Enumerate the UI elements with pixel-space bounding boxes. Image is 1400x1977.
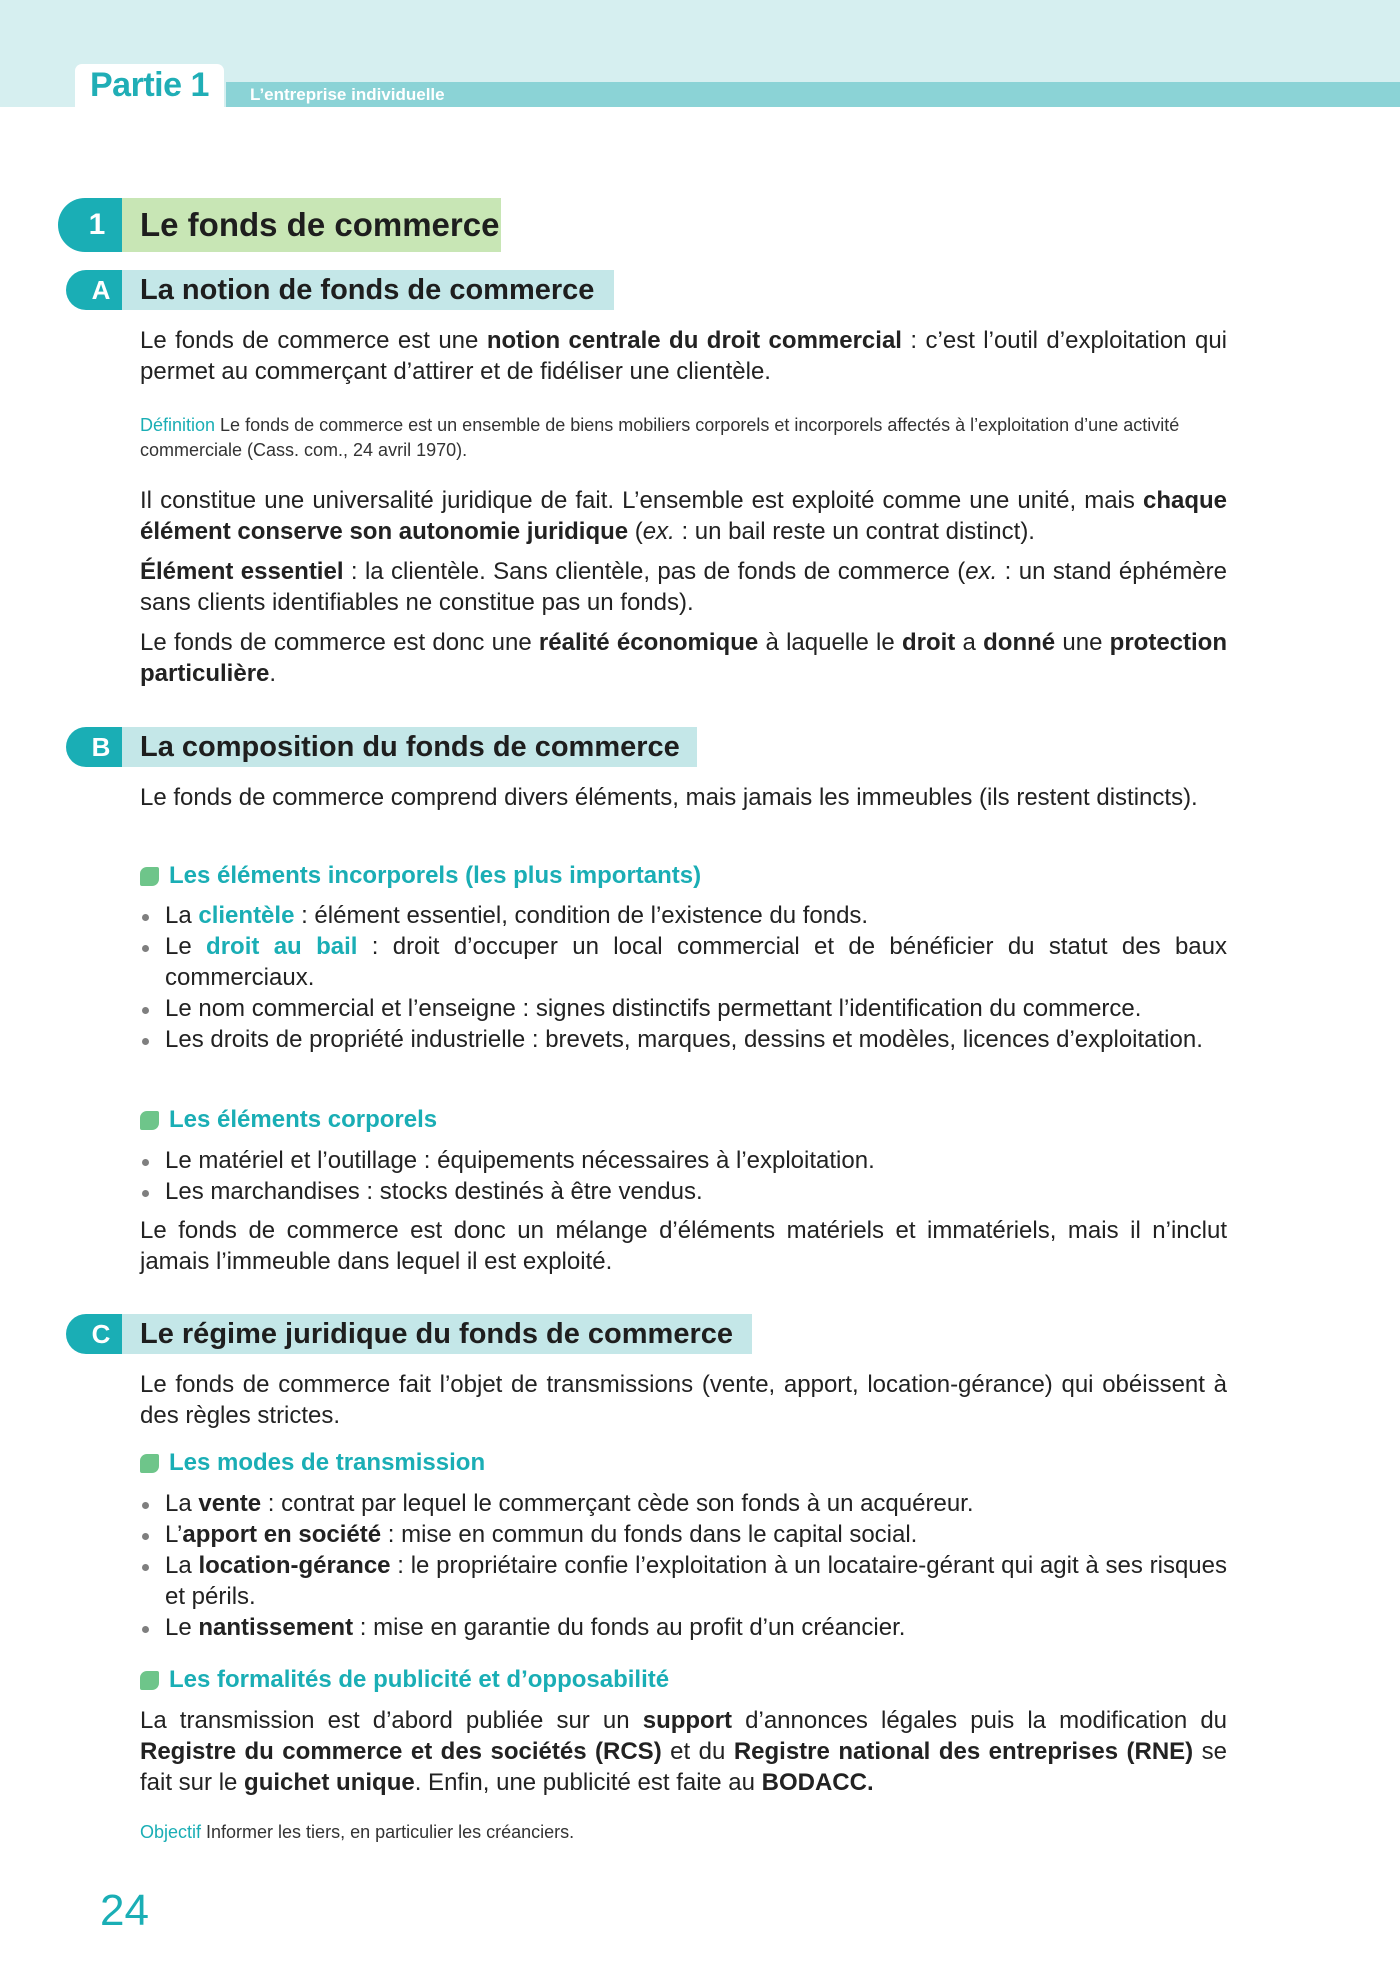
bullet-icon [142,1159,149,1166]
objectif-label: Objectif [140,1822,202,1842]
bullet-icon [142,1190,149,1197]
list-item: La location-gérance : le propriétaire confie l’exploitation à un locataire-gérant qui agit à ses risques et périls. [140,1550,1227,1612]
list-item: Les droits de propriété industrielle : brevets, marques, dessins et modèles, licences d’exploitation. [140,1024,1227,1055]
paragraph-composition-intro: Le fonds de commerce comprend divers éléments, mais jamais les immeubles (ils restent distincts). [140,784,1198,811]
list-item: L’apport en société : mise en commun du fonds dans le capital social. [140,1519,1227,1550]
section-title: Le fonds de commerce [122,198,501,252]
bullet-icon [142,1626,149,1633]
paragraph-element-essentiel: Élément essentiel : la clientèle. Sans clientèle, pas de fonds de commerce (ex. : un stand éphémère sans clients identifiables ne constitue pas un fonds). [140,558,1227,616]
paragraph-notion-intro: Le fonds de commerce est une notion centrale du droit commercial : c’est l’outil d’exploitation qui permet au commerçant d’attirer et de fidéliser une clientèle. [140,327,1227,385]
subsection-title-a: La notion de fonds de commerce [122,270,614,310]
definition-label: Définition [140,415,216,435]
list-transmission [140,1488,1227,1643]
list-item: Le droit au bail : droit d’occuper un local commercial et de bénéficier du statut des baux commerciaux. [140,931,1227,993]
list-item: Les marchandises : stocks destinés à être vendus. [140,1176,1227,1207]
bullet-icon [142,1533,149,1540]
page-number: 24 [100,1886,149,1935]
list-item: Le nantissement : mise en garantie du fonds au profit d’un créancier. [140,1612,1227,1643]
subheading-publicite: Les formalités de publicité et d’opposabilité [140,1665,669,1695]
list-incorporels [140,900,1227,1055]
subsection-letter-badge-b: B [66,727,136,767]
part-label: Partie 1 [90,66,209,104]
paragraph-regime-intro: Le fonds de commerce fait l’objet de transmissions (vente, apport, location-gérance) qui obéissent à des règles strictes. [140,1371,1227,1429]
subheading-transmission: Les modes de transmission [140,1448,485,1478]
bullet-icon [142,1038,149,1045]
list-item: La vente : contrat par lequel le commerçant cède son fonds à un acquéreur. [140,1488,1227,1519]
paragraph-realite-economique: Le fonds de commerce est donc une réalité économique à laquelle le droit a donné une protection particulière. [140,629,1227,687]
chapter-label: L’entreprise individuelle [250,85,445,104]
subheading-incorporels: Les éléments incorporels (les plus importants) [140,861,701,891]
bullet-icon [142,1564,149,1571]
paragraph-publicite: La transmission est d’abord publiée sur un support d’annonces légales puis la modification du Registre du commerce et des sociétés (RCS) et du Registre national des entreprises (RNE) se fait sur le guichet unique. Enfin, une publicité est faite au BODACC. [140,1707,1228,1796]
subheading-marker-icon [140,1111,159,1130]
section-number-badge: 1 [58,198,136,252]
definition-note: Définition Le fonds de commerce est un ensemble de biens mobiliers corporels et incorporels affectés à l’exploitation d’une activité commerciale (Cass. com., 24 avril 1970). [140,415,1180,460]
subheading-marker-icon [140,1671,159,1690]
objectif-note: Objectif Informer les tiers, en particulier les créanciers. [140,1822,575,1842]
subsection-letter-badge-a: A [66,270,136,310]
subsection-title-c: Le régime juridique du fonds de commerce [122,1314,752,1354]
subheading-marker-icon [140,867,159,886]
list-corporels [140,1145,1227,1207]
bullet-icon [142,945,149,952]
list-item: Le matériel et l’outillage : équipements nécessaires à l’exploitation. [140,1145,1227,1176]
subsection-title-b: La composition du fonds de commerce [122,727,697,767]
subsection-letter-badge-c: C [66,1314,136,1354]
bullet-icon [142,1007,149,1014]
paragraph-composition-conclusion: Le fonds de commerce est donc un mélange d’éléments matériels et immatériels, mais il n’inclut jamais l’immeuble dans lequel il est exploité. [140,1217,1227,1275]
bullet-icon [142,1502,149,1509]
list-item: La clientèle : élément essentiel, condition de l’existence du fonds. [140,900,1227,931]
list-item: Le nom commercial et l’enseigne : signes distinctifs permettant l’identification du commerce. [140,993,1227,1024]
subheading-marker-icon [140,1454,159,1473]
bullet-icon [142,914,149,921]
paragraph-universalite: Il constitue une universalité juridique de fait. L’ensemble est exploité comme une unité, mais chaque élément conserve son autonomie juridique (ex. : un bail reste un contrat distinct). [140,487,1227,545]
subheading-corporels: Les éléments corporels [140,1105,437,1135]
